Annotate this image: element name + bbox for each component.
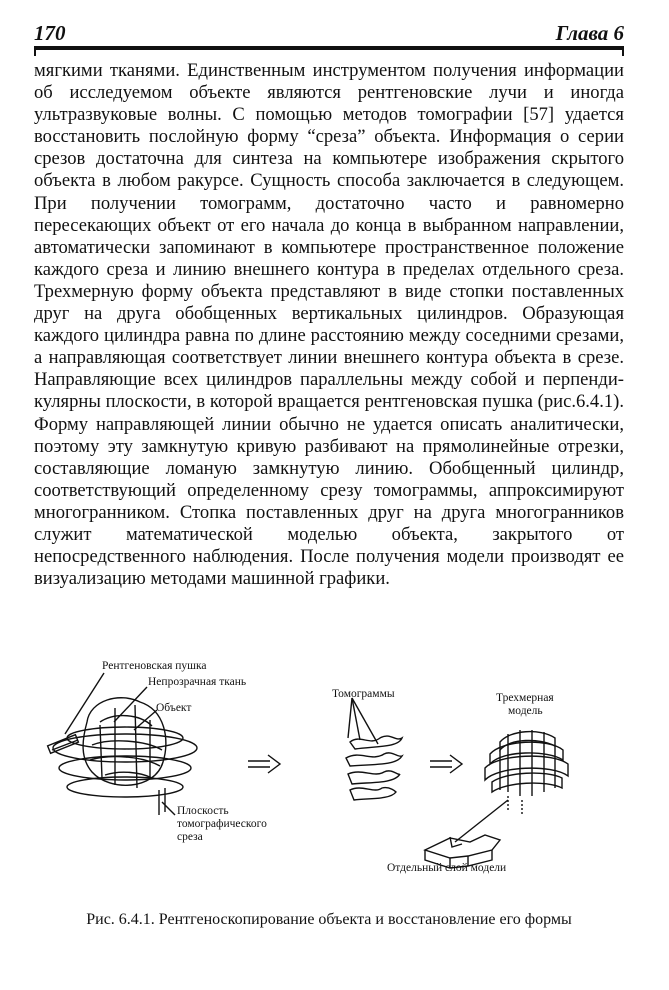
page-number: 170 [34, 21, 66, 45]
figure-illustration [30, 650, 630, 900]
label-plane-3: среза [177, 831, 203, 843]
figure [30, 650, 630, 900]
header-rule [34, 46, 624, 50]
arrow-2 [430, 755, 462, 773]
chapter-title: Глава 6 [555, 21, 624, 45]
label-xray-gun: Рентгеновская пушка [102, 660, 207, 672]
label-single-layer: Отдельный слой модели [387, 862, 507, 874]
scanned-object-drawing [53, 698, 197, 815]
label-opaque-tissue: Непрозрачная ткань [148, 676, 247, 688]
label-3d-model-1: Трехмерная [496, 692, 554, 704]
figure-caption: Рис. 6.4.1. Рентгеноскопирование объекта и восстановление его формы [86, 911, 572, 928]
label-object: Объект [156, 702, 192, 714]
tomograms-drawing [346, 698, 402, 800]
page-header [34, 20, 624, 46]
label-tomograms: Томограммы [332, 688, 395, 700]
model-drawing [485, 730, 568, 814]
label-plane-1: Плоскость [177, 805, 229, 817]
label-3d-model-2: модель [508, 705, 543, 717]
body-paragraph: мягкими тканями. Единственным инструментом получения информации об исследуемом объекте являются рентгеновские лучи и иногда ультразвуковые волны. С помощью методов томографии [57] удается восстановить послойную форму “среза” объекта. Информация о серии срезов достаточна для синтеза на компьютере изображения скрытого объекта в любом ракурсе. Сущность способа заключается в следующем. При получении томограмм, достаточно часто и равномерно пересекающих объект от его начала до конца в выбранном направлении, автоматически запоминают в компьютере пространственное положение каждого среза и линию внешнего контура в пределах отдельного среза. Трехмерную форму объекта представляют в виде стопки поставленных друг на друга обобщенных вертикальных цилиндров. Образующая каждого цилиндра равна по длине расстоянию между соседними срезами, а направляющая соответствует линии внешнего контура объекта в срезе. Направляющие всех цилиндров параллельны между собой и перпендикулярны плоскости, в которой вращается рентгеновская пушка (рис.6.4.1). Форму направляющей линии обычно не удается описать аналитически, поэтому эту замкнутую кривую разбивают на прямолинейные отрезки, составляющие ломаную замкнутую линию. Обобщенный цилиндр, соответствующий определенному срезу томограммы, аппроксимируют многогранником. Стопка поставленных друг на друга многогранников служит математической моделью объекта, закрытого от непосредственного наблюдения. После получения модели производят ее визуализацию методами машинной графики. [34, 60, 624, 590]
arrow-1 [248, 755, 280, 773]
label-plane-2: томографического [177, 818, 267, 830]
